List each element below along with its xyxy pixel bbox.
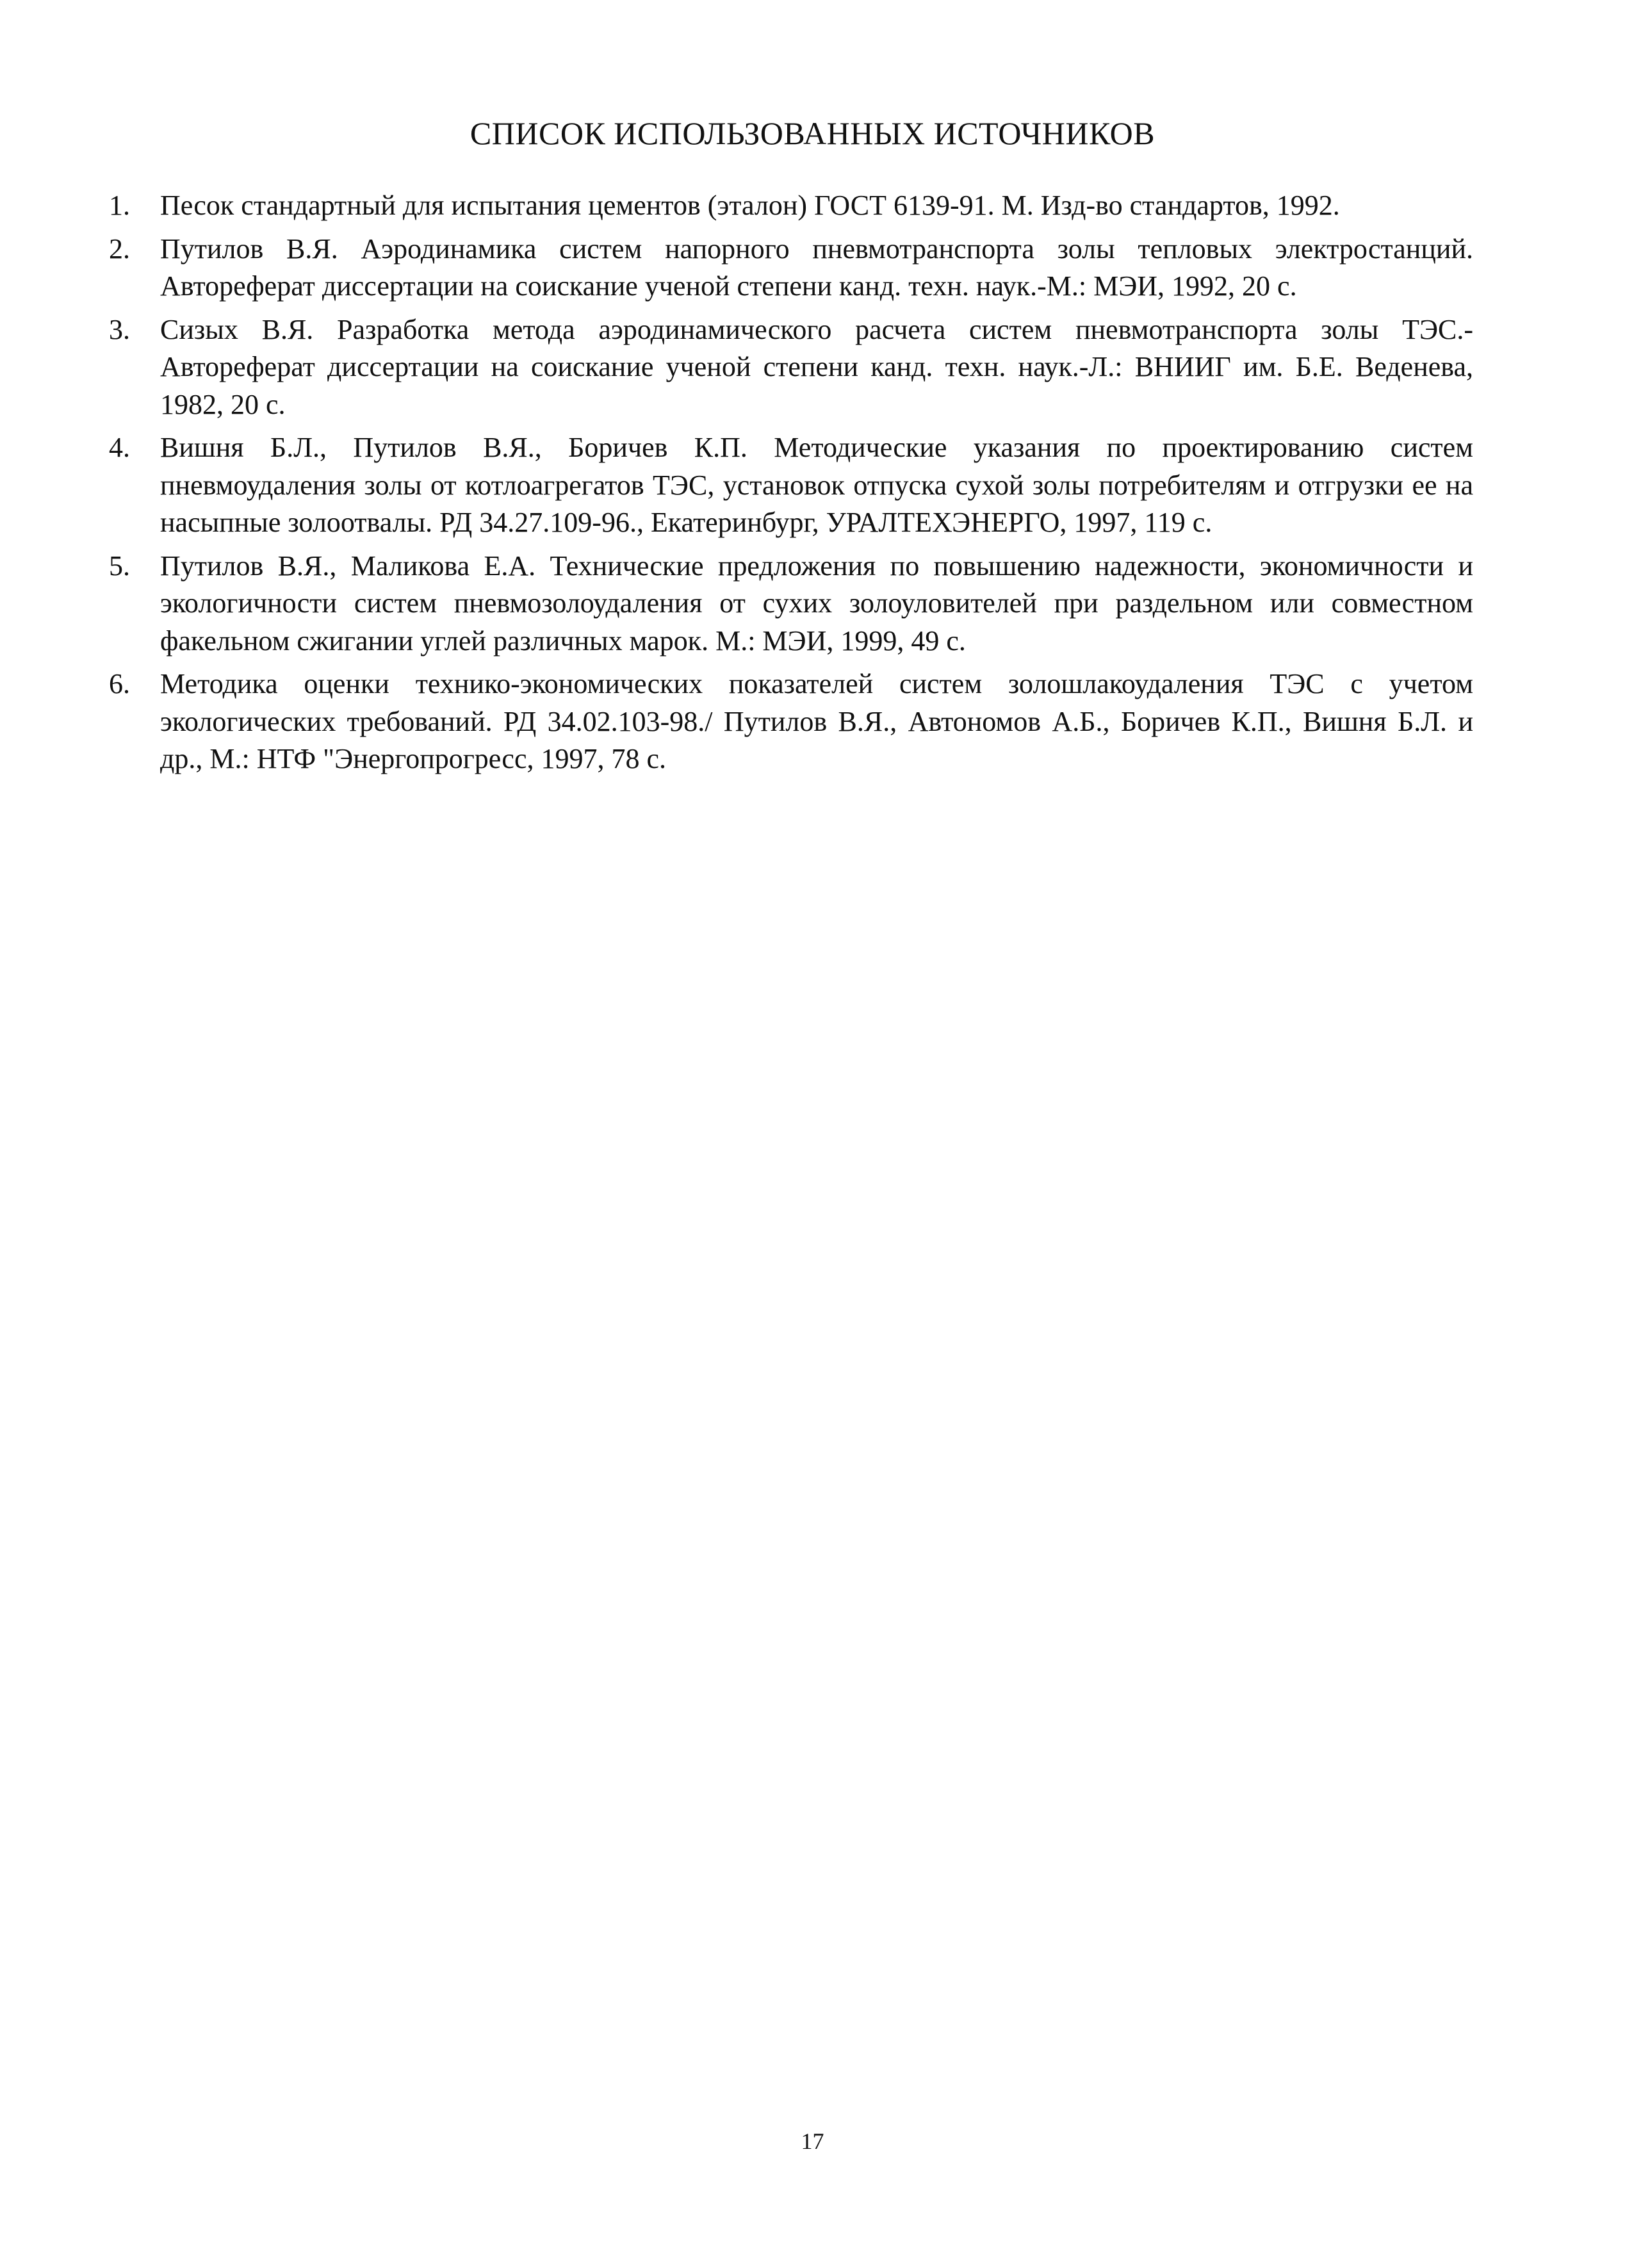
reference-text: Сизых В.Я. Разработка метода аэродинамического расчета систем пневмотранспорта золы ТЭС.- Автореферат диссертации на соискание ученой степени канд. техн. наук.-Л.: ВНИИГ им. Б.Е. Веденева, 1982, 20 с. (160, 313, 1473, 420)
reference-list (102, 187, 1473, 784)
reference-text: Методика оценки технико-экономических показателей систем золошлакоудаления ТЭС с учетом экологических требований. РД 34.02.103-98./ Путилов В.Я., Автономов А.Б., Боричев К.П., Вишня Б.Л. и др., М.: НТФ "Энергопрогресс, 1997, 78 с. (160, 668, 1473, 774)
page-number: 17 (801, 2128, 824, 2154)
reference-text: Вишня Б.Л., Путилов В.Я., Боричев К.П. Методические указания по проектированию систем пневмоудаления золы от котлоагрегатов ТЭС, установок отпуска сухой золы потребителям и отгрузки ее на насыпные золоотвалы. РД 34.27.109-96., Екатеринбург, УРАЛТЕХЭНЕРГО, 1997, 119 с. (160, 432, 1473, 538)
reference-text: Путилов В.Я., Маликова Е.А. Технические предложения по повышению надежности, экономичности и экологичности систем пневмозолоудаления от сухих золоуловителей при раздельном или совместном факельном сжигании углей различных марок. М.: МЭИ, 1999, 49 с. (160, 550, 1473, 657)
list-item (102, 187, 1473, 225)
list-item (102, 429, 1473, 542)
reference-text: Путилов В.Я. Аэродинамика систем напорного пневмотранспорта золы тепловых электростанций. Автореферат диссертации на соискание ученой степени канд. техн. наук.-М.: МЭИ, 1992, 20 с. (160, 233, 1473, 302)
list-item (102, 665, 1473, 778)
reference-number: 3. (109, 313, 130, 345)
list-item (102, 231, 1473, 306)
reference-number: 6. (109, 668, 130, 699)
list-item (102, 311, 1473, 424)
reference-number: 5. (109, 550, 130, 582)
reference-number: 2. (109, 233, 130, 265)
reference-text: Песок стандартный для испытания цементов (эталон) ГОСТ 6139-91. М. Изд-во стандартов, 1992. (160, 190, 1340, 221)
reference-number: 1. (109, 190, 130, 221)
list-item (102, 548, 1473, 660)
reference-number: 4. (109, 432, 130, 463)
page-title: СПИСОК ИСПОЛЬЗОВАННЫХ ИСТОЧНИКОВ (470, 115, 1155, 151)
